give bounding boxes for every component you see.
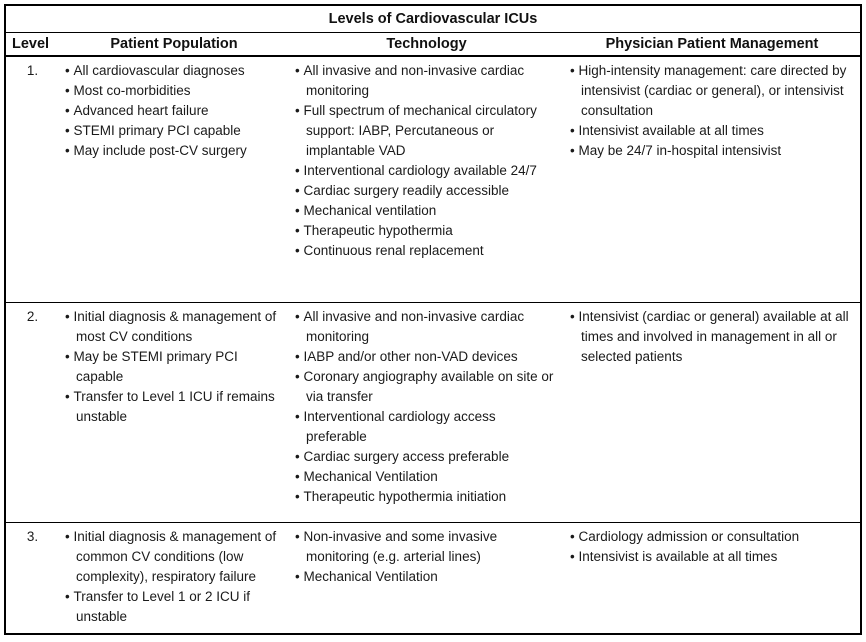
bullet-item: • Continuous renal replacement	[295, 241, 558, 261]
bullet-item: • Transfer to Level 1 or 2 ICU if unstable	[65, 587, 283, 627]
level-number: 3.	[26, 529, 39, 544]
bullet-item: • Coronary angiography available on site or via transfer	[295, 367, 558, 407]
bullet-item: • Intensivist (cardiac or general) available at all times and involved in management in all or selected patients	[570, 307, 854, 367]
bullet-item: • All cardiovascular diagnoses	[65, 61, 283, 81]
table-header-row	[6, 33, 860, 57]
technology-list	[289, 303, 564, 522]
bullet-item: • Transfer to Level 1 ICU if remains unstable	[65, 387, 283, 427]
column-header-physician-patient-management: Physician Patient Management	[605, 36, 819, 52]
bullet-item: • May be 24/7 in-hospital intensivist	[570, 141, 854, 161]
level-1-row	[6, 57, 860, 302]
column-header-level: Level	[12, 36, 50, 52]
technology-list	[289, 523, 564, 633]
column-header-technology: Technology	[386, 36, 467, 52]
bullet-item: • Cardiology admission or consultation	[570, 527, 854, 547]
bullet-item: • All invasive and non-invasive cardiac monitoring	[295, 61, 558, 101]
bullet-item: • Mechanical Ventilation	[295, 567, 558, 587]
bullet-item: • Initial diagnosis & management of most CV conditions	[65, 307, 283, 347]
bullet-item: • All invasive and non-invasive cardiac monitoring	[295, 307, 558, 347]
cardio-icu-levels-table	[4, 4, 862, 635]
bullet-item: • Therapeutic hypothermia	[295, 221, 558, 241]
bullet-item: • Non-invasive and some invasive monitoring (e.g. arterial lines)	[295, 527, 558, 567]
bullet-item: • May include post-CV surgery	[65, 141, 283, 161]
patient-population-list	[59, 303, 289, 522]
bullet-item: • May be STEMI primary PCI capable	[65, 347, 283, 387]
physician-management-list	[564, 303, 860, 522]
bullet-item: • Most co-morbidities	[65, 81, 283, 101]
bullet-item: • Full spectrum of mechanical circulatory support: IABP, Percutaneous or implantable VAD	[295, 101, 558, 161]
bullet-item: • Intensivist available at all times	[570, 121, 854, 141]
level-number: 2.	[26, 309, 39, 324]
physician-management-list	[564, 523, 860, 633]
bullet-item: • Mechanical ventilation	[295, 201, 558, 221]
bullet-item: • Initial diagnosis & management of common CV conditions (low complexity), respiratory failure	[65, 527, 283, 587]
bullet-item: • Interventional cardiology access preferable	[295, 407, 558, 447]
patient-population-list	[59, 57, 289, 302]
bullet-item: • Therapeutic hypothermia initiation	[295, 487, 558, 507]
column-header-patient-population: Patient Population	[110, 36, 238, 52]
bullet-item: • Cardiac surgery readily accessible	[295, 181, 558, 201]
level-3-row	[6, 522, 860, 633]
physician-management-list	[564, 57, 860, 302]
table-title: Levels of Cardiovascular ICUs	[6, 6, 860, 33]
level-number: 1.	[26, 63, 39, 78]
bullet-item: • Mechanical Ventilation	[295, 467, 558, 487]
bullet-item: • Interventional cardiology available 24/7	[295, 161, 558, 181]
bullet-item: • Intensivist is available at all times	[570, 547, 854, 567]
patient-population-list	[59, 523, 289, 633]
bullet-item: • High-intensity management: care directed by intensivist (cardiac or general), or intensivist consultation	[570, 61, 854, 121]
bullet-item: • STEMI primary PCI capable	[65, 121, 283, 141]
technology-list	[289, 57, 564, 302]
bullet-item: • Cardiac surgery access preferable	[295, 447, 558, 467]
bullet-item: • Advanced heart failure	[65, 101, 283, 121]
bullet-item: • IABP and/or other non-VAD devices	[295, 347, 558, 367]
level-2-row	[6, 302, 860, 522]
